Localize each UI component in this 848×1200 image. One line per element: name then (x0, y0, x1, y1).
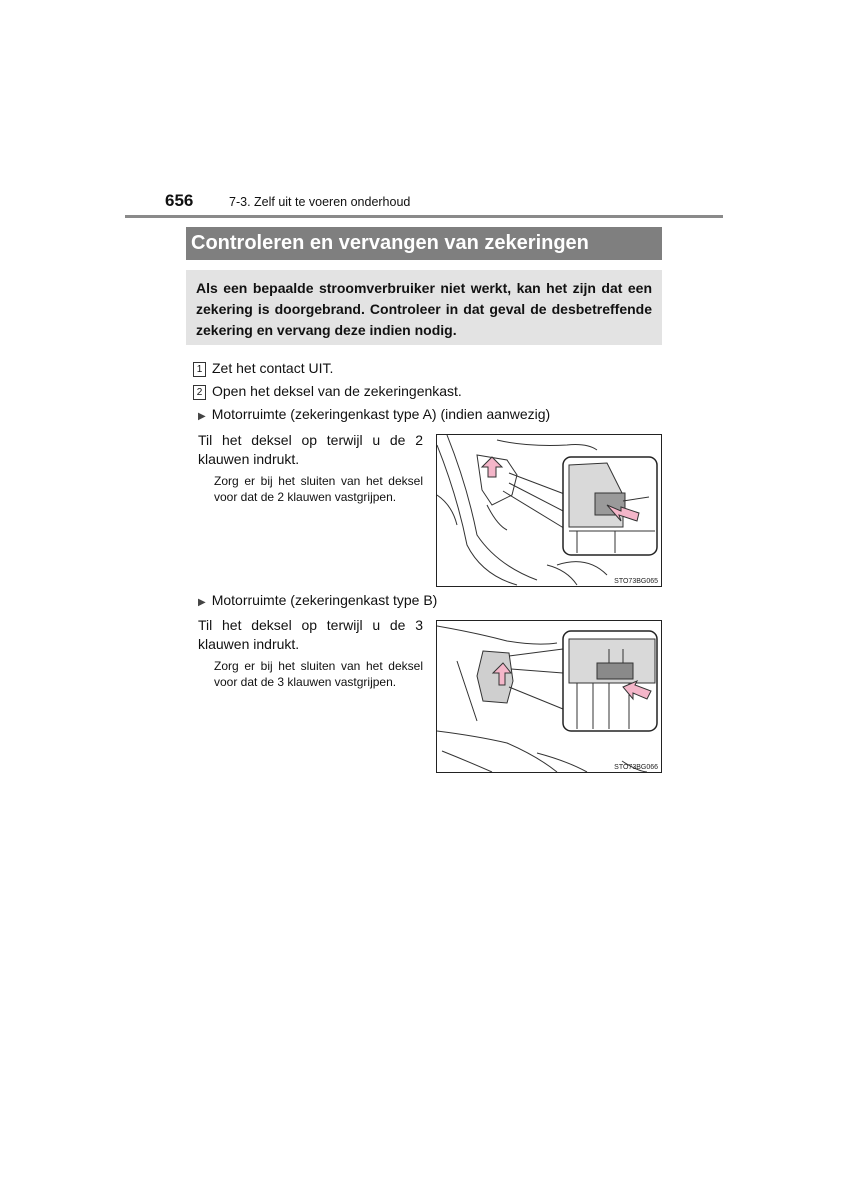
step-1 (193, 359, 333, 377)
step-text: Open het deksel van de zekeringenkast. (212, 383, 462, 399)
arrow-up-icon (482, 457, 502, 477)
fuse-box-b-illustration (437, 621, 661, 772)
section-heading-text: Motorruimte (zekeringenkast type A) (indien aanwezig) (211, 406, 551, 422)
section-breadcrumb: 7-3. Zelf uit te voeren onderhoud (229, 195, 411, 209)
step-number-badge: 2 (193, 385, 206, 400)
section-a-note: Zorg er bij het sluiten van het deksel voor dat de 2 klauwen vastgrijpen. (214, 474, 423, 504)
triangle-bullet-icon: ▶ (198, 597, 206, 608)
figure-fuse-box-type-a (436, 434, 662, 587)
step-text: Zet het contact UIT. (212, 360, 334, 376)
figure-code: STO73BG066 (614, 764, 658, 771)
section-a-instruction: Til het deksel op terwijl u de 2 klauwen indrukt. (198, 432, 423, 467)
section-heading-text: Motorruimte (zekeringenkast type B) (211, 592, 438, 608)
section-b-heading (198, 591, 437, 612)
page-title: Controleren en vervangen van zekeringen (186, 227, 662, 260)
fuse-box-a-illustration (437, 435, 661, 586)
step-2 (193, 382, 462, 400)
intro-box: Als een bepaalde stroomverbruiker niet werkt, kan het zijn dat een zekering is doorgebrand. Controleer in dat geval de desbetreffende zekering en vervang deze indien nodig. (186, 270, 662, 345)
section-a-heading (198, 405, 550, 426)
triangle-bullet-icon: ▶ (198, 411, 206, 422)
header-divider (125, 215, 723, 218)
section-b-note: Zorg er bij het sluiten van het deksel voor dat de 3 klauwen vastgrijpen. (214, 659, 423, 689)
figure-code: STO73BG065 (614, 578, 658, 585)
step-number-badge: 1 (193, 362, 206, 377)
page-number: 656 (165, 191, 194, 210)
section-b-instruction: Til het deksel op terwijl u de 3 klauwen indrukt. (198, 617, 423, 652)
figure-fuse-box-type-b (436, 620, 662, 773)
